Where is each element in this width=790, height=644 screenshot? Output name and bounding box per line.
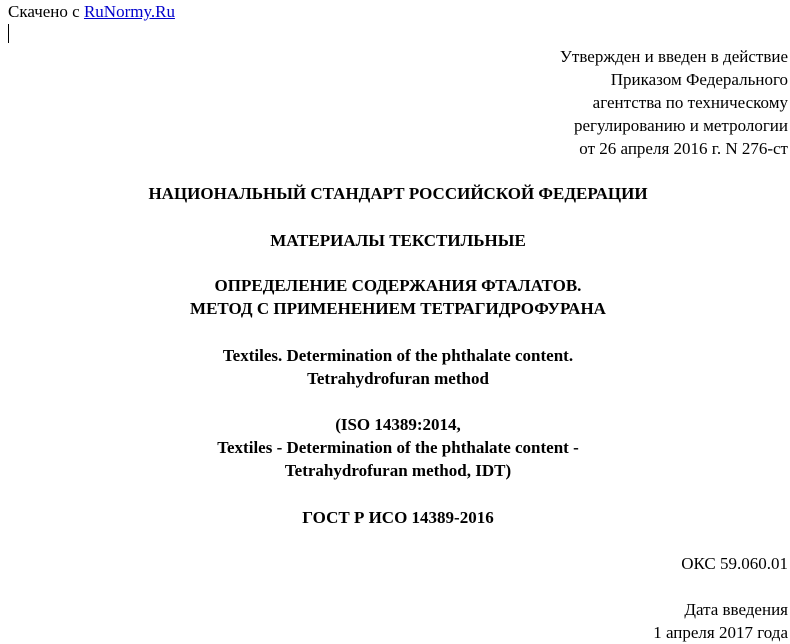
iso-reference-line: Textiles - Determination of the phthalate content - [217,438,579,457]
effective-date-label: Дата введения [684,600,788,619]
title-russian [0,274,790,320]
standard-subject-text: МАТЕРИАЛЫ ТЕКСТИЛЬНЫЕ [270,231,526,250]
standard-heading-text: НАЦИОНАЛЬНЫЙ СТАНДАРТ РОССИЙСКОЙ ФЕДЕРАЦИИ [148,184,648,203]
iso-reference-line: Tetrahydrofuran method, IDT) [284,461,512,480]
approval-line: агентства по техническому [592,93,788,112]
title-english-line: Tetrahydrofuran method [307,369,489,388]
title-russian-line: МЕТОД С ПРИМЕНЕНИЕМ ТЕТРАГИДРОФУРАНА [190,299,606,318]
iso-reference-line: (ISO 14389:2014, [335,415,461,434]
approval-line: Приказом Федерального [610,70,788,89]
source-prefix: Скачено с [8,2,80,21]
source-line [8,0,175,23]
iso-reference [0,413,790,482]
title-russian-line: ОПРЕДЕЛЕНИЕ СОДЕРЖАНИЯ ФТАЛАТОВ. [214,276,582,295]
standard-designation-text: ГОСТ Р ИСО 14389-2016 [302,508,494,527]
standard-subject [0,229,790,252]
source-link[interactable]: RuNormy.Ru [83,2,175,21]
effective-date: 1 апреля 2017 года [653,623,788,642]
text-cursor [8,24,9,43]
standard-heading [0,182,790,205]
title-english [0,344,790,390]
oks-code: ОКС 59.060.01 [681,554,788,573]
approval-line: Утвержден и введен в действие [559,47,788,66]
standard-designation [0,506,790,529]
title-english-line: Textiles. Determination of the phthalate content. [222,346,574,365]
approval-block [560,45,788,160]
approval-line: от 26 апреля 2016 г. N 276-ст [579,139,788,158]
approval-line: регулированию и метрологии [573,116,788,135]
